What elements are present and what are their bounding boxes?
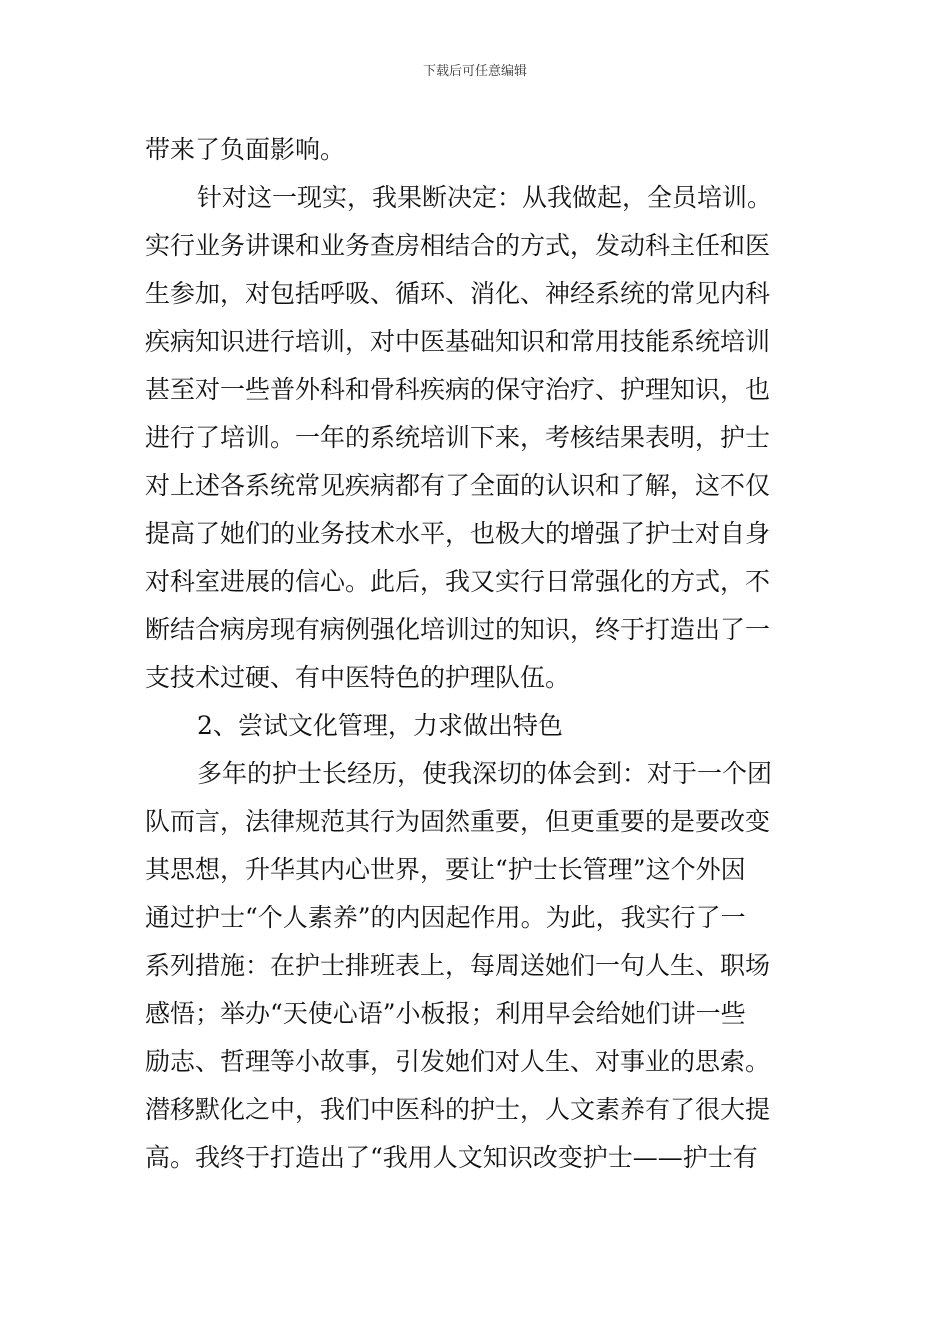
- text-line: 断结合病房现有病例强化培训过的知识，终于打造出了一: [145, 615, 771, 644]
- section-heading: 2、尝试文化管理，力求做出特色: [197, 711, 563, 740]
- text-line: 对科室进展的信心。此后，我又实行日常强化的方式，不: [145, 567, 771, 596]
- page-header: 下载后可任意编辑: [422, 64, 527, 79]
- text-line: 带来了负面影响。: [145, 135, 346, 164]
- text-line: 甚至对一些普外科和骨科疾病的保守治疗、护理知识，也: [145, 375, 771, 404]
- text-line: 多年的护士长经历，使我深切的体会到：对于一个团: [197, 759, 773, 788]
- text-line: 对上述各系统常见疾病都有了全面的认识和了解，这不仅: [145, 471, 771, 500]
- body-text: [145, 126, 810, 1182]
- text-line: 生参加，对包括呼吸、循环、消化、神经系统的常见内科: [145, 279, 771, 308]
- text-line: 进行了培训。一年的系统培训下来，考核结果表明，护士: [145, 423, 771, 452]
- text-line: 其思想，升华其内心世界，要让“护士长管理”这个外因: [145, 855, 746, 884]
- text-line: 潜移默化之中，我们中医科的护士，人文素养有了很大提: [145, 1095, 771, 1124]
- text-line: 通过护士“个人素养”的内因起作用。为此，我实行了一: [145, 903, 746, 932]
- text-line: 高。我终于打造出了“我用人文知识改变护士——护士有: [145, 1143, 758, 1172]
- text-line: 感悟；举办“天使心语”小板报；利用早会给她们讲一些: [145, 999, 746, 1028]
- text-line: 励志、哲理等小故事，引发她们对人生、对事业的思索。: [145, 1047, 771, 1076]
- text-line: 队而言，法律规范其行为固然重要，但更重要的是要改变: [145, 807, 771, 836]
- text-line: 实行业务讲课和业务查房相结合的方式，发动科主任和医: [145, 231, 771, 260]
- text-line: 提高了她们的业务技术水平，也极大的增强了护士对自身: [145, 519, 771, 548]
- text-line: 疾病知识进行培训，对中医基础知识和常用技能系统培训: [145, 327, 771, 356]
- text-line: 针对这一现实，我果断决定：从我做起，全员培训。: [197, 183, 773, 212]
- text-line: 系列措施：在护士排班表上，每周送她们一句人生、职场: [145, 951, 771, 980]
- text-line: 支技术过硬、有中医特色的护理队伍。: [145, 663, 571, 692]
